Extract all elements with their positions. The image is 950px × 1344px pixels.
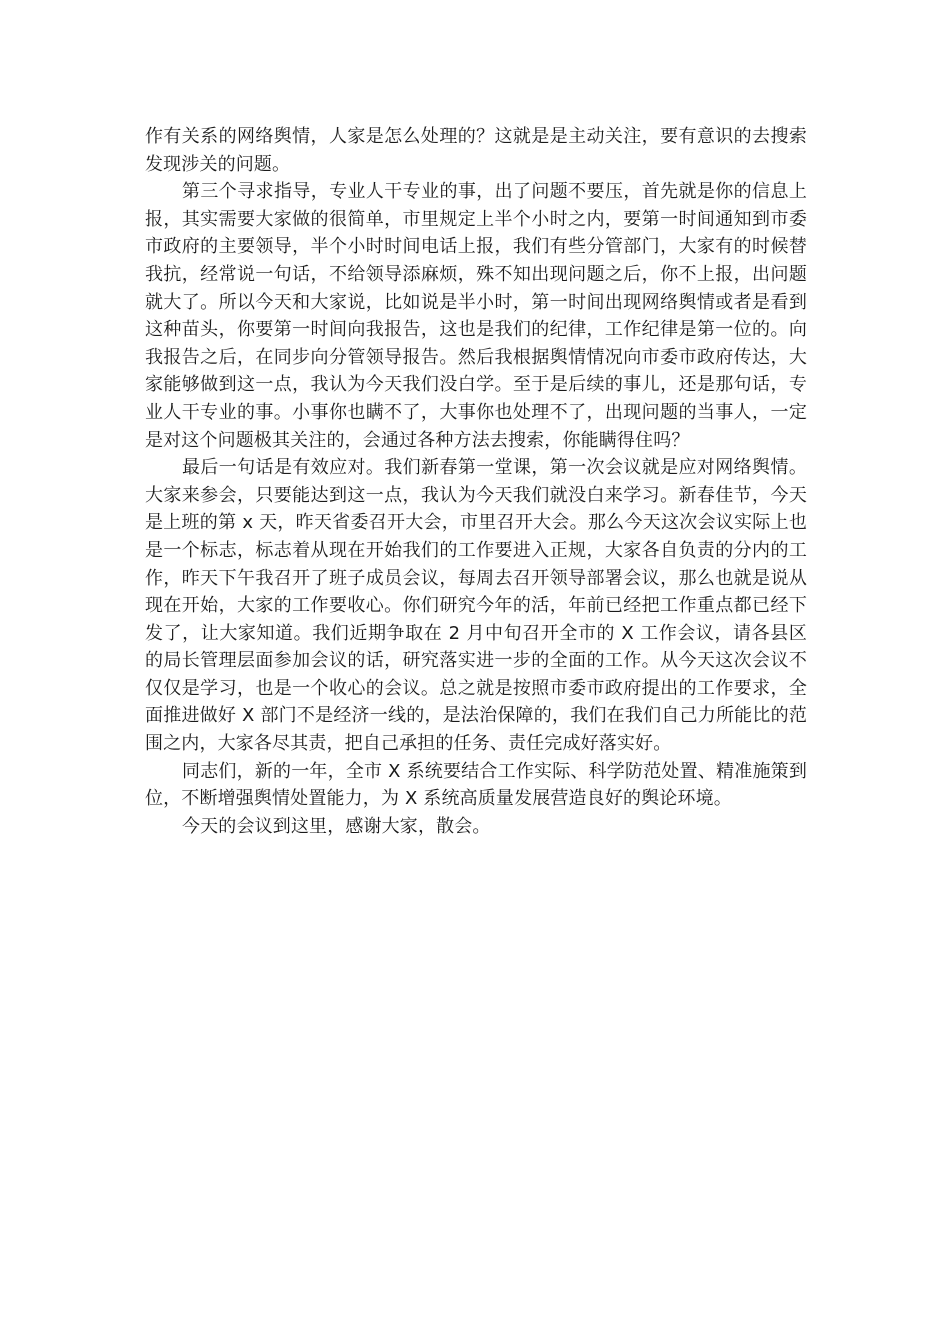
paragraph-closing: 今天的会议到这里，感谢大家，散会。: [182, 815, 491, 837]
paragraph-comrades: 同志们，新的一年，全市 X 系统要结合工作实际、科学防范处置、精准施策到位，不断增强舆情处置能力，为 X 系统高质量发展营造良好的舆论环境。: [145, 760, 807, 810]
paragraph-effective-response: 最后一句话是有效应对。我们新春第一堂课，第一次会议就是应对网络舆情。大家来参会，只要能达到这一点，我认为今天我们就没白来学习。新春佳节，今天是上班的第 x 天，昨天省委召开大会，市里召开大会。那么今天这次会议实际上也是一个标志，标志着从现在开始我们的工作要进入正规，大家各自负责的分内的工作，昨天下午我召开了班子成员会议，每周去召开领导部署会议，那么也就是说从现在开始，大家的工作要收心。你们研究今年的活，年前已经把工作重点都已经下发了，让大家知道。我们近期争取在 2 月中旬召开全市的 X 工作会议，请各县区的局长管理层面参加会议的话，研究落实进一步的全面的工作。从今天这次会议不仅仅是学习，也是一个收心的会议。总之就是按照市委市政府提出的工作要求，全面推进做好 X 部门不是经济一线的，是法治保障的，我们在我们自己力所能比的范围之内，大家各尽其责，把自己承担的任务、责任完成好落实好。: [145, 457, 807, 755]
paragraph-seek-guidance: 第三个寻求指导，专业人干专业的事，出了问题不要压，首先就是你的信息上报，其实需要大家做的很简单，市里规定上半个小时之内，要第一时间通知到市委市政府的主要领导，半个小时时间电话上报，我们有些分管部门，大家有的时候替我抗，经常说一句话，不给领导添麻烦，殊不知出现问题之后，你不上报，出问题就大了。所以今天和大家说，比如说是半小时，第一时间出现网络舆情或者是看到这种苗头，你要第一时间向我报告，这也是我们的纪律，工作纪律是第一位的。向我报告之后，在同步向分管领导报告。然后我根据舆情情况向市委市政府传达，大家能够做到这一点，我认为今天我们没白学。至于是后续的事儿，还是那句话，专业人干专业的事。小事你也瞒不了，大事你也处理不了，出现问题的当事人，一定是对这个问题极其关注的，会通过各种方法去搜索，你能瞒得住吗？: [145, 181, 807, 451]
paragraph-continuation: 作有关系的网络舆情，人家是怎么处理的？这就是是主动关注，要有意识的去搜索发现涉关的问题。: [145, 126, 807, 175]
document-body: [145, 123, 807, 840]
